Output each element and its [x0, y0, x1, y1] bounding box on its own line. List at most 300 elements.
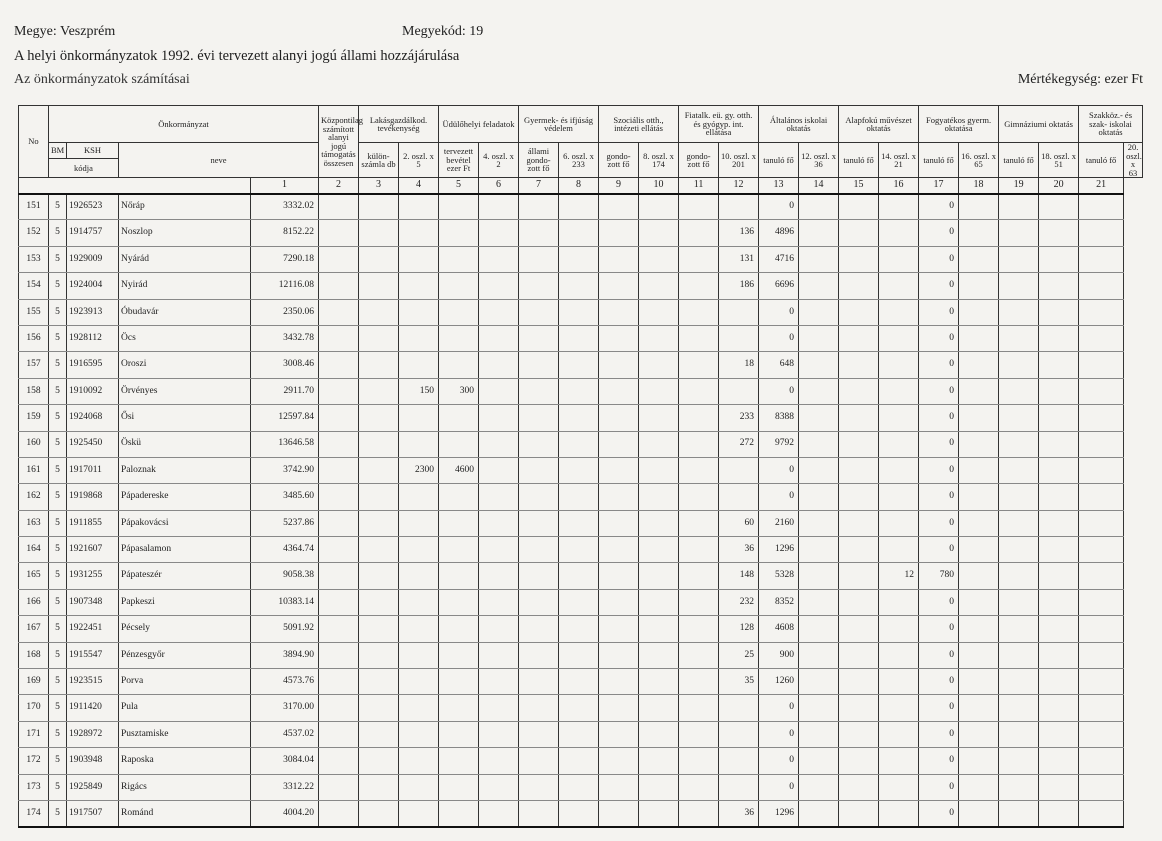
value-cell [639, 748, 679, 774]
value-cell [1079, 669, 1124, 695]
value-cell [399, 405, 439, 431]
header-sub: 18. oszl. x 51 [1039, 143, 1079, 178]
value-cell [479, 194, 519, 220]
value-cell [439, 510, 479, 536]
central-support-value: 8152.22 [251, 220, 319, 246]
ksh-code: 1924068 [67, 405, 119, 431]
value-cell: 648 [759, 352, 799, 378]
value-cell: 35 [719, 669, 759, 695]
ksh-code: 1925849 [67, 774, 119, 800]
row-number: 159 [19, 405, 49, 431]
value-cell [319, 774, 359, 800]
value-cell [359, 721, 399, 747]
value-cell [959, 616, 999, 642]
value-cell [599, 563, 639, 589]
municipality-name: Nőráp [119, 194, 251, 220]
value-cell: 0 [759, 378, 799, 404]
value-cell [999, 642, 1039, 668]
value-cell [679, 352, 719, 378]
value-cell [959, 352, 999, 378]
value-cell [799, 299, 839, 325]
bm-code: 5 [49, 457, 67, 483]
value-cell [599, 220, 639, 246]
value-cell [679, 537, 719, 563]
value-cell [1039, 563, 1079, 589]
value-cell: 0 [919, 220, 959, 246]
ksh-code: 1931255 [67, 563, 119, 589]
central-support-value: 7290.18 [251, 246, 319, 272]
value-cell [639, 589, 679, 615]
value-cell [719, 194, 759, 220]
municipality-name: Pécsely [119, 616, 251, 642]
value-cell [639, 431, 679, 457]
value-cell [359, 431, 399, 457]
row-number: 154 [19, 273, 49, 299]
table-row [19, 220, 1143, 246]
header-code: kódja [49, 159, 119, 178]
value-cell: 0 [759, 774, 799, 800]
value-cell [399, 774, 439, 800]
row-number: 157 [19, 352, 49, 378]
value-cell [799, 220, 839, 246]
value-cell [359, 220, 399, 246]
value-cell [639, 405, 679, 431]
value-cell [319, 325, 359, 351]
value-cell [359, 457, 399, 483]
value-cell [839, 194, 879, 220]
ksh-code: 1914757 [67, 220, 119, 246]
municipality-name: Nyirád [119, 273, 251, 299]
value-cell [1039, 325, 1079, 351]
value-cell [399, 800, 439, 826]
value-cell [999, 537, 1039, 563]
value-cell [799, 800, 839, 826]
row-number: 151 [19, 194, 49, 220]
value-cell [319, 563, 359, 589]
value-cell [679, 431, 719, 457]
municipality-name: Paloznak [119, 457, 251, 483]
value-cell: 18 [719, 352, 759, 378]
value-cell [879, 642, 919, 668]
header-colnum: 17 [919, 178, 959, 194]
value-cell [519, 194, 559, 220]
value-cell [839, 431, 879, 457]
table-row [19, 484, 1143, 510]
value-cell [399, 669, 439, 695]
value-cell [959, 669, 999, 695]
value-cell [1039, 352, 1079, 378]
value-cell [559, 246, 599, 272]
value-cell [559, 457, 599, 483]
ksh-code: 1928972 [67, 721, 119, 747]
value-cell [519, 748, 559, 774]
value-cell [879, 589, 919, 615]
value-cell [519, 800, 559, 826]
value-cell [639, 299, 679, 325]
value-cell [959, 510, 999, 536]
value-cell [439, 325, 479, 351]
value-cell [839, 774, 879, 800]
central-support-value: 3008.46 [251, 352, 319, 378]
value-cell [1039, 695, 1079, 721]
header-sub: 2. oszl. x 5 [399, 143, 439, 178]
value-cell [319, 510, 359, 536]
central-support-value: 3485.60 [251, 484, 319, 510]
value-cell [399, 695, 439, 721]
value-cell [799, 431, 839, 457]
value-cell [839, 642, 879, 668]
value-cell [599, 800, 639, 826]
value-cell [359, 484, 399, 510]
value-cell [599, 194, 639, 220]
document-title: A helyi önkormányzatok 1992. évi tervezett alanyi jogú állami hozzájárulása [14, 48, 460, 64]
value-cell [559, 299, 599, 325]
header-sub: 6. oszl. x 233 [559, 143, 599, 178]
municipality-name: Örvényes [119, 378, 251, 404]
value-cell [799, 378, 839, 404]
value-cell [1079, 246, 1124, 272]
header-group: Fiatalk. eü. gy. otth. és gyógyp. int. ellátása [679, 106, 759, 143]
value-cell: 0 [919, 510, 959, 536]
municipality-name: Öskü [119, 431, 251, 457]
header-colnum: 19 [999, 178, 1039, 194]
value-cell [679, 510, 719, 536]
row-number: 173 [19, 774, 49, 800]
value-cell [1079, 273, 1124, 299]
table-row [19, 299, 1143, 325]
row-number: 166 [19, 589, 49, 615]
value-cell [999, 669, 1039, 695]
value-cell [799, 537, 839, 563]
bm-code: 5 [49, 695, 67, 721]
header-sub: tanuló fő [919, 143, 959, 178]
row-number: 169 [19, 669, 49, 695]
value-cell [999, 563, 1039, 589]
value-cell [439, 642, 479, 668]
header-group: Általános iskolai oktatás [759, 106, 839, 143]
value-cell [999, 721, 1039, 747]
header-no: No [19, 106, 49, 178]
value-cell [879, 273, 919, 299]
header-group: Gyermek- és ifjúság védelem [519, 106, 599, 143]
value-cell [1039, 299, 1079, 325]
value-cell [1039, 774, 1079, 800]
municipality-name: Pusztamiske [119, 721, 251, 747]
value-cell [1079, 563, 1124, 589]
value-cell [999, 299, 1039, 325]
value-cell [879, 695, 919, 721]
value-cell [959, 774, 999, 800]
header-colnum: 5 [439, 178, 479, 194]
value-cell: 0 [919, 431, 959, 457]
central-support-value: 3742.90 [251, 457, 319, 483]
value-cell [599, 774, 639, 800]
value-cell [479, 510, 519, 536]
value-cell [639, 563, 679, 589]
table-row [19, 589, 1143, 615]
value-cell [639, 484, 679, 510]
value-cell [319, 669, 359, 695]
value-cell [399, 325, 439, 351]
table-row [19, 194, 1143, 220]
value-cell [679, 246, 719, 272]
value-cell [999, 800, 1039, 826]
value-cell [839, 352, 879, 378]
value-cell [959, 589, 999, 615]
table-row [19, 378, 1143, 404]
value-cell [439, 484, 479, 510]
value-cell [359, 589, 399, 615]
value-cell: 4896 [759, 220, 799, 246]
value-cell [679, 616, 719, 642]
value-cell [1039, 616, 1079, 642]
value-cell [879, 669, 919, 695]
value-cell [959, 484, 999, 510]
row-number: 170 [19, 695, 49, 721]
value-cell [439, 800, 479, 826]
value-cell [1039, 246, 1079, 272]
value-cell [319, 378, 359, 404]
value-cell [719, 299, 759, 325]
value-cell [679, 589, 719, 615]
value-cell [359, 563, 399, 589]
value-cell [1039, 748, 1079, 774]
value-cell [679, 669, 719, 695]
value-cell [319, 299, 359, 325]
table-row [19, 325, 1143, 351]
value-cell [1079, 510, 1124, 536]
value-cell [479, 721, 519, 747]
value-cell [879, 457, 919, 483]
value-cell [319, 484, 359, 510]
value-cell [879, 431, 919, 457]
value-cell: 4600 [439, 457, 479, 483]
value-cell [359, 405, 399, 431]
value-cell [359, 537, 399, 563]
value-cell [519, 378, 559, 404]
value-cell [959, 325, 999, 351]
value-cell [479, 273, 519, 299]
value-cell [639, 246, 679, 272]
ksh-code: 1922451 [67, 616, 119, 642]
value-cell [879, 616, 919, 642]
header-sub: 20. oszl. x 63 [1124, 143, 1143, 178]
bm-code: 5 [49, 431, 67, 457]
value-cell [439, 273, 479, 299]
value-cell [479, 299, 519, 325]
value-cell [359, 774, 399, 800]
value-cell [319, 695, 359, 721]
table-row [19, 669, 1143, 695]
value-cell [639, 220, 679, 246]
header-sub: 8. oszl. x 174 [639, 143, 679, 178]
value-cell [639, 800, 679, 826]
municipality-name: Románd [119, 800, 251, 826]
value-cell [959, 378, 999, 404]
value-cell [839, 695, 879, 721]
municipality-name: Noszlop [119, 220, 251, 246]
value-cell: 131 [719, 246, 759, 272]
value-cell [999, 325, 1039, 351]
value-cell [319, 405, 359, 431]
value-cell [799, 484, 839, 510]
municipality-name: Pápadereske [119, 484, 251, 510]
municipality-name: Öcs [119, 325, 251, 351]
value-cell: 0 [759, 325, 799, 351]
value-cell: 233 [719, 405, 759, 431]
value-cell [679, 220, 719, 246]
municipality-name: Oroszi [119, 352, 251, 378]
value-cell [599, 405, 639, 431]
header-bm: BM [49, 143, 67, 159]
value-cell: 4608 [759, 616, 799, 642]
header-municipality: Önkormányzat [49, 106, 319, 143]
value-cell [439, 246, 479, 272]
central-support-value: 4364.74 [251, 537, 319, 563]
value-cell [319, 273, 359, 299]
value-cell: 0 [919, 669, 959, 695]
value-cell [839, 378, 879, 404]
row-number: 167 [19, 616, 49, 642]
table-row [19, 800, 1143, 826]
value-cell [479, 457, 519, 483]
value-cell: 0 [759, 748, 799, 774]
county-label: Megye: Veszprém [14, 24, 116, 39]
value-cell [439, 194, 479, 220]
value-cell [479, 774, 519, 800]
ksh-code: 1915547 [67, 642, 119, 668]
ksh-code: 1903948 [67, 748, 119, 774]
value-cell [479, 616, 519, 642]
value-cell [839, 299, 879, 325]
value-cell [519, 669, 559, 695]
bm-code: 5 [49, 721, 67, 747]
bm-code: 5 [49, 194, 67, 220]
value-cell [959, 431, 999, 457]
value-cell [999, 405, 1039, 431]
value-cell [879, 800, 919, 826]
value-cell [1039, 537, 1079, 563]
value-cell [399, 642, 439, 668]
value-cell: 0 [919, 246, 959, 272]
value-cell [519, 537, 559, 563]
value-cell [599, 378, 639, 404]
value-cell [1039, 273, 1079, 299]
value-cell [639, 669, 679, 695]
header-colnum: 2 [319, 178, 359, 194]
value-cell [399, 273, 439, 299]
value-cell [799, 352, 839, 378]
value-cell [519, 299, 559, 325]
value-cell: 4716 [759, 246, 799, 272]
header-ksh: KSH [67, 143, 119, 159]
value-cell [799, 642, 839, 668]
value-cell [679, 800, 719, 826]
value-cell [959, 273, 999, 299]
value-cell [679, 299, 719, 325]
value-cell [359, 695, 399, 721]
value-cell [359, 352, 399, 378]
value-cell: 36 [719, 537, 759, 563]
value-cell [559, 774, 599, 800]
value-cell: 232 [719, 589, 759, 615]
municipality-name: Pula [119, 695, 251, 721]
header-colnum: 9 [599, 178, 639, 194]
value-cell [719, 325, 759, 351]
header-colnum: 4 [399, 178, 439, 194]
value-cell [399, 721, 439, 747]
value-cell [639, 352, 679, 378]
value-cell: 8352 [759, 589, 799, 615]
value-cell [519, 563, 559, 589]
value-cell: 0 [919, 589, 959, 615]
value-cell [679, 273, 719, 299]
value-cell [839, 273, 879, 299]
value-cell [1079, 194, 1124, 220]
value-cell [479, 325, 519, 351]
value-cell [879, 246, 919, 272]
value-cell [1039, 457, 1079, 483]
table-row [19, 721, 1143, 747]
header-central-support: Központilag számított alanyi jogú támogatás összesen [319, 106, 359, 178]
value-cell [359, 273, 399, 299]
value-cell: 272 [719, 431, 759, 457]
value-cell [799, 563, 839, 589]
value-cell [559, 378, 599, 404]
value-cell [319, 616, 359, 642]
ksh-code: 1921607 [67, 537, 119, 563]
row-number: 163 [19, 510, 49, 536]
value-cell: 0 [919, 748, 959, 774]
value-cell [879, 405, 919, 431]
header-sub: állami gondo- zott fő [519, 143, 559, 178]
ksh-code: 1917507 [67, 800, 119, 826]
value-cell [319, 642, 359, 668]
value-cell: 12 [879, 563, 919, 589]
row-number: 152 [19, 220, 49, 246]
value-cell [879, 774, 919, 800]
value-cell [479, 748, 519, 774]
table-row [19, 642, 1143, 668]
value-cell [599, 669, 639, 695]
value-cell [319, 800, 359, 826]
value-cell [319, 246, 359, 272]
value-cell [319, 352, 359, 378]
header-sub: külön- számla db [359, 143, 399, 178]
value-cell: 60 [719, 510, 759, 536]
value-cell [839, 721, 879, 747]
value-cell: 0 [759, 194, 799, 220]
value-cell [559, 510, 599, 536]
value-cell: 0 [919, 537, 959, 563]
ksh-code: 1924004 [67, 273, 119, 299]
bm-code: 5 [49, 748, 67, 774]
value-cell [1079, 352, 1124, 378]
value-cell: 780 [919, 563, 959, 589]
value-cell [959, 695, 999, 721]
value-cell [439, 431, 479, 457]
value-cell [599, 748, 639, 774]
value-cell: 2160 [759, 510, 799, 536]
header-colnum: 8 [559, 178, 599, 194]
value-cell [999, 431, 1039, 457]
header-colnum: 6 [479, 178, 519, 194]
value-cell [439, 299, 479, 325]
row-number: 161 [19, 457, 49, 483]
header-group: Lakásgazdálkod. tevékenység [359, 106, 439, 143]
value-cell [879, 194, 919, 220]
value-cell [319, 431, 359, 457]
